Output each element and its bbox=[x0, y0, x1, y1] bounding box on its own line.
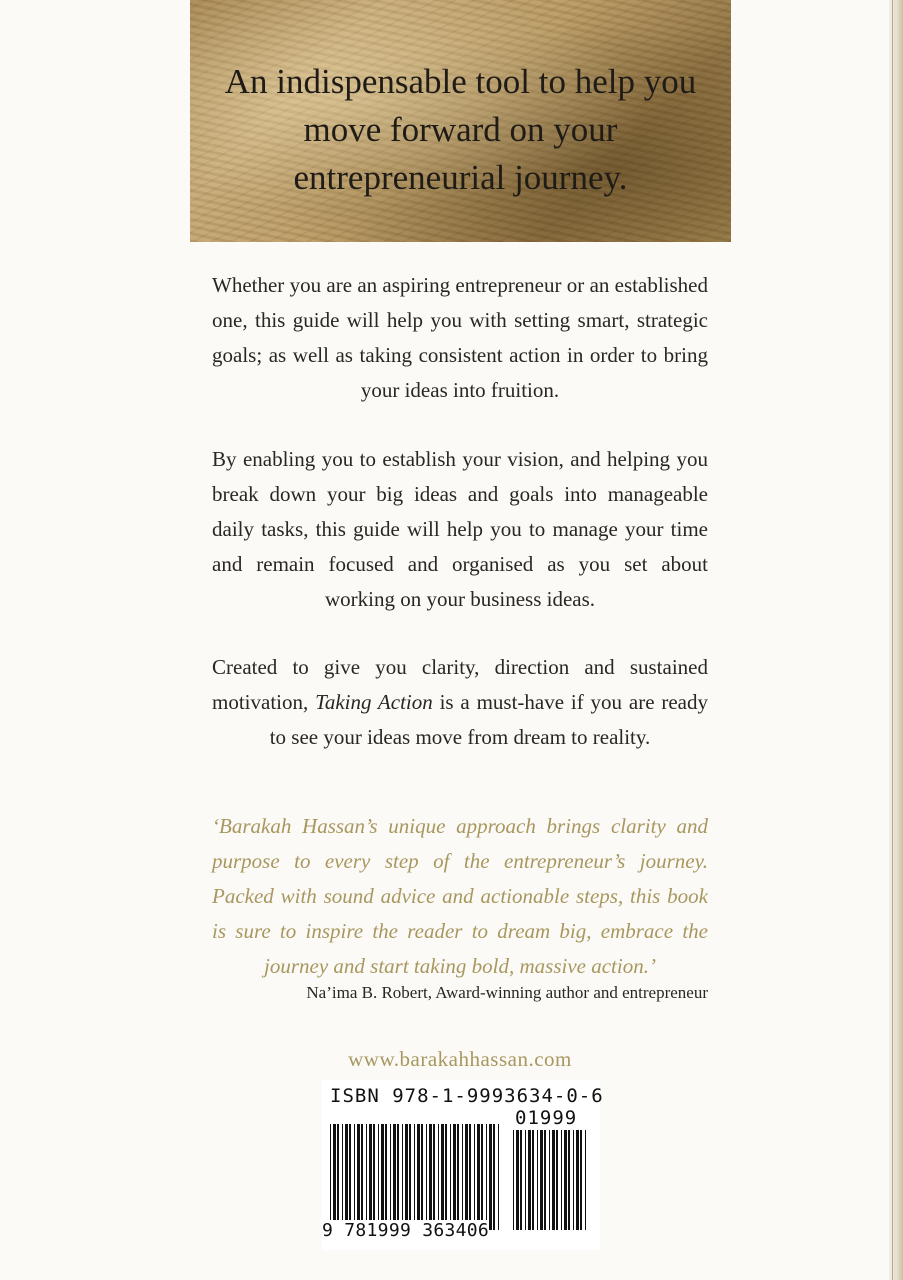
endorsement-attribution: Na’ima B. Robert, Award-winning author and entrepreneur bbox=[306, 983, 708, 1002]
blurb-paragraph-3-lead: Created to give you clarity, direction and sustained motivation, bbox=[212, 655, 708, 714]
barcode-bar bbox=[552, 1130, 555, 1230]
barcode-bar bbox=[528, 1130, 531, 1230]
barcode-bar bbox=[414, 1124, 415, 1230]
ean-digits: 9 781999 363406 bbox=[322, 1220, 490, 1241]
barcode-bar bbox=[525, 1130, 526, 1230]
barcode-bar bbox=[345, 1124, 348, 1230]
barcode-bar bbox=[421, 1124, 423, 1230]
barcode-bar bbox=[450, 1124, 451, 1230]
barcode-bar bbox=[441, 1124, 444, 1230]
barcode-bar bbox=[373, 1124, 375, 1230]
barcode-bar bbox=[337, 1124, 339, 1230]
barcode-bar bbox=[453, 1124, 456, 1230]
barcode-bar bbox=[361, 1124, 363, 1230]
barcode-bar bbox=[402, 1124, 403, 1230]
barcode-bar bbox=[576, 1130, 579, 1230]
barcode-bar bbox=[457, 1124, 459, 1230]
barcode-bar bbox=[385, 1124, 387, 1230]
isbn-text: ISBN 978-1-9993634-0-6 bbox=[330, 1085, 604, 1107]
barcode-bar bbox=[390, 1124, 391, 1230]
barcode-bar bbox=[330, 1124, 331, 1230]
cover-edge-line bbox=[892, 0, 893, 1280]
barcode-bar bbox=[333, 1124, 336, 1230]
barcode-bar bbox=[486, 1124, 487, 1230]
blurb-paragraph-1: Whether you are an aspiring entrepreneur or an established one, this guide will help you with setting smart, strategic goals; as well as taking consistent action in order to bring your ideas into fruition. bbox=[212, 273, 708, 402]
barcode-bar bbox=[489, 1124, 492, 1230]
barcode-bar bbox=[493, 1124, 495, 1230]
barcode-bar bbox=[580, 1130, 582, 1230]
addon-barcode bbox=[513, 1130, 589, 1230]
banner-tagline: An indispensable tool to help you move forward on your entrepreneurial journey. bbox=[224, 62, 697, 197]
barcode-bar bbox=[498, 1124, 499, 1230]
barcode-bar bbox=[540, 1130, 543, 1230]
barcode-bar bbox=[397, 1124, 399, 1230]
barcode-bar bbox=[469, 1124, 471, 1230]
endorsement-quote: ‘Barakah Hassan’s unique approach brings clarity and purpose to every step of the entrepreneur’s journey. Packed with sound advice and actionable steps, this book is sure to inspire the reader to dream big, embrace the journey and start taking bold, massive action.’ bbox=[212, 814, 708, 978]
barcode-bar bbox=[532, 1130, 534, 1230]
ean-barcode bbox=[330, 1124, 502, 1230]
barcode-bar bbox=[445, 1124, 447, 1230]
barcode-bar bbox=[429, 1124, 432, 1230]
barcode-bar bbox=[438, 1124, 439, 1230]
blurb-paragraph-3-tail: is a must-have if you are ready to see your ideas move from dream to reality. bbox=[269, 690, 708, 749]
barcode-bar bbox=[405, 1124, 408, 1230]
barcode-bar bbox=[381, 1124, 384, 1230]
barcode-bar bbox=[465, 1124, 468, 1230]
barcode-bar bbox=[417, 1124, 420, 1230]
barcode-bar bbox=[349, 1124, 351, 1230]
barcode-bar bbox=[342, 1124, 343, 1230]
barcode-bar bbox=[556, 1130, 558, 1230]
barcode-bar bbox=[564, 1130, 567, 1230]
barcode-bar bbox=[474, 1124, 475, 1230]
barcode-bar bbox=[354, 1124, 355, 1230]
barcode-bar bbox=[544, 1130, 546, 1230]
barcode-bar bbox=[378, 1124, 379, 1230]
book-title: Taking Action bbox=[315, 690, 433, 714]
barcode-bar bbox=[573, 1130, 574, 1230]
blurb-paragraph-3 bbox=[212, 650, 708, 755]
barcode-bar bbox=[366, 1124, 367, 1230]
barcode-bar bbox=[357, 1124, 360, 1230]
barcode-bar bbox=[433, 1124, 435, 1230]
barcode-bar bbox=[549, 1130, 550, 1230]
barcode-bar bbox=[462, 1124, 463, 1230]
barcode-bar bbox=[561, 1130, 562, 1230]
barcode-bar bbox=[585, 1130, 586, 1230]
barcode-bar bbox=[393, 1124, 396, 1230]
blurb-paragraph-2: By enabling you to establish your vision, and helping you break down your big ideas and goals into manageable daily tasks, this guide will help you to manage your time and remain focused and organised as you set about working on your business ideas. bbox=[212, 447, 708, 611]
barcode-bar bbox=[537, 1130, 538, 1230]
barcode-bar bbox=[409, 1124, 411, 1230]
barcode-bar bbox=[520, 1130, 522, 1230]
barcode-bar bbox=[481, 1124, 483, 1230]
gold-banner bbox=[190, 0, 731, 242]
barcode-bar bbox=[426, 1124, 427, 1230]
website-url: www.barakahhassan.com bbox=[348, 1047, 572, 1071]
barcode-bar bbox=[516, 1130, 519, 1230]
barcode-bar bbox=[568, 1130, 570, 1230]
price-code: 01999 bbox=[515, 1107, 578, 1129]
barcode-bar bbox=[369, 1124, 372, 1230]
barcode-bar bbox=[513, 1130, 514, 1230]
barcode-bar bbox=[477, 1124, 480, 1230]
